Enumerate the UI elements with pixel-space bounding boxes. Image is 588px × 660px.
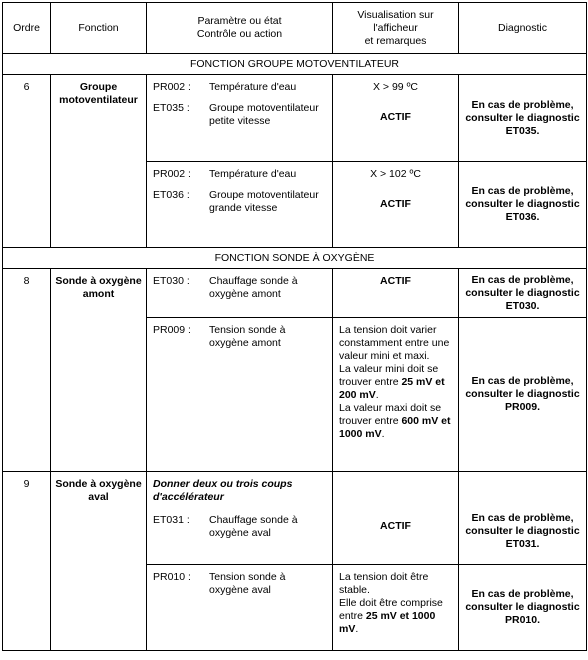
header-parametre-line1: Paramètre ou état [197, 15, 282, 27]
table-row [3, 472, 587, 565]
param-code: PR002 : [153, 168, 191, 180]
ordre-cell: 6 [3, 75, 51, 248]
header-visualisation [333, 3, 459, 54]
visualisation-cell [333, 75, 459, 162]
parametre-cell [147, 318, 333, 472]
diagnostic-table [2, 2, 587, 651]
visu-remark: Elle doit être comprise entre 25 mV et 1000 mV. [339, 597, 443, 635]
header-visu-line2: l'afficheur [373, 21, 418, 34]
parametre-cell [147, 565, 333, 651]
visu-value: ACTIF [380, 198, 411, 210]
visu-remark-text: La valeur mini doit se trouver entre [339, 363, 439, 388]
header-row [3, 3, 587, 54]
param-text: Chauffage sonde à oxygène aval [209, 514, 298, 539]
param-text: Tension sonde à oxygène aval [209, 571, 286, 596]
parametre-cell [147, 269, 333, 318]
visu-remark: La tension doit varier constamment entre une valeur mini et maxi. [339, 324, 450, 362]
param-text: Groupe motoventilateur grande vitesse [209, 189, 319, 214]
visualisation-cell [333, 269, 459, 318]
visu-remark: La valeur maxi doit se trouver entre 600 mV et 1000 mV. [339, 402, 451, 440]
visu-remark: La valeur mini doit se trouver entre 25 mV et 200 mV. [339, 363, 445, 401]
header-parametre [147, 3, 333, 54]
visualisation-cell [333, 472, 459, 565]
parametre-cell [147, 472, 333, 565]
visu-remark-value: 25 mV et 200 mV [339, 376, 445, 401]
diagnostic-cell: En cas de problème, consulter le diagnostic PR009. [459, 318, 587, 472]
fonction-cell: Sonde à oxygène aval [51, 472, 147, 651]
diagnostic-cell: En cas de problème, consulter le diagnostic ET035. [459, 75, 587, 162]
param-code: ET036 : [153, 189, 190, 201]
visu-value: X > 102 ºC [370, 168, 421, 180]
section-row [3, 54, 587, 75]
header-visu-line1: Visualisation sur [357, 8, 434, 21]
diagnostic-cell: En cas de problème, consulter le diagnostic PR010. [459, 565, 587, 651]
param-code: ET030 : [153, 275, 190, 287]
table-row [3, 269, 587, 318]
visu-remark-text: La valeur maxi doit se trouver entre [339, 402, 442, 427]
diagnostic-cell: En cas de problème, consulter le diagnostic ET036. [459, 162, 587, 248]
visu-value: ACTIF [380, 519, 411, 532]
ordre-cell: 8 [3, 269, 51, 472]
diagnostic-cell: En cas de problème, consulter le diagnostic ET031. [459, 472, 587, 565]
ordre-cell: 9 [3, 472, 51, 651]
table-row [3, 75, 587, 162]
param-code: ET035 : [153, 102, 190, 114]
param-code: ET031 : [153, 514, 190, 526]
visualisation-cell [333, 162, 459, 248]
parametre-cell [147, 162, 333, 248]
visualisation-cell [333, 565, 459, 651]
param-text: Température d'eau [209, 81, 297, 93]
visu-value: ACTIF [380, 275, 411, 287]
diagnostic-cell: En cas de problème, consulter le diagnostic ET030. [459, 269, 587, 318]
fonction-cell: Sonde à oxygène amont [51, 269, 147, 472]
header-fonction: Fonction [51, 3, 147, 54]
header-ordre: Ordre [3, 3, 51, 54]
parametre-cell [147, 75, 333, 162]
param-text: Chauffage sonde à oxygène amont [209, 275, 298, 300]
param-text: Groupe motoventilateur petite vitesse [209, 102, 319, 127]
visu-remark-value: 25 mV et 1000 mV [339, 610, 436, 635]
param-code: PR009 : [153, 324, 191, 336]
param-text: Tension sonde à oxygène amont [209, 324, 286, 349]
fonction-cell: Groupe motoventilateur [51, 75, 147, 248]
header-visu-line3: et remarques [364, 34, 427, 47]
visu-value: ACTIF [380, 111, 411, 123]
param-text: Température d'eau [209, 168, 297, 180]
param-code: PR010 : [153, 571, 191, 583]
instruction-text: Donner deux ou trois coups d'accélérateur [153, 478, 293, 503]
visu-remark-value: 600 mV et 1000 mV [339, 415, 451, 440]
section-title: FONCTION SONDE À OXYGÈNE [3, 248, 587, 269]
visu-value: X > 99 ºC [373, 81, 418, 93]
header-diagnostic: Diagnostic [459, 3, 587, 54]
visu-remark-text: Elle doit être comprise entre [339, 597, 443, 622]
visu-remark: La tension doit être stable. [339, 571, 429, 596]
section-row [3, 248, 587, 269]
param-code: PR002 : [153, 81, 191, 93]
visualisation-cell [333, 318, 459, 472]
header-parametre-line2: Contrôle ou action [196, 28, 283, 40]
section-title: FONCTION GROUPE MOTOVENTILATEUR [3, 54, 587, 75]
